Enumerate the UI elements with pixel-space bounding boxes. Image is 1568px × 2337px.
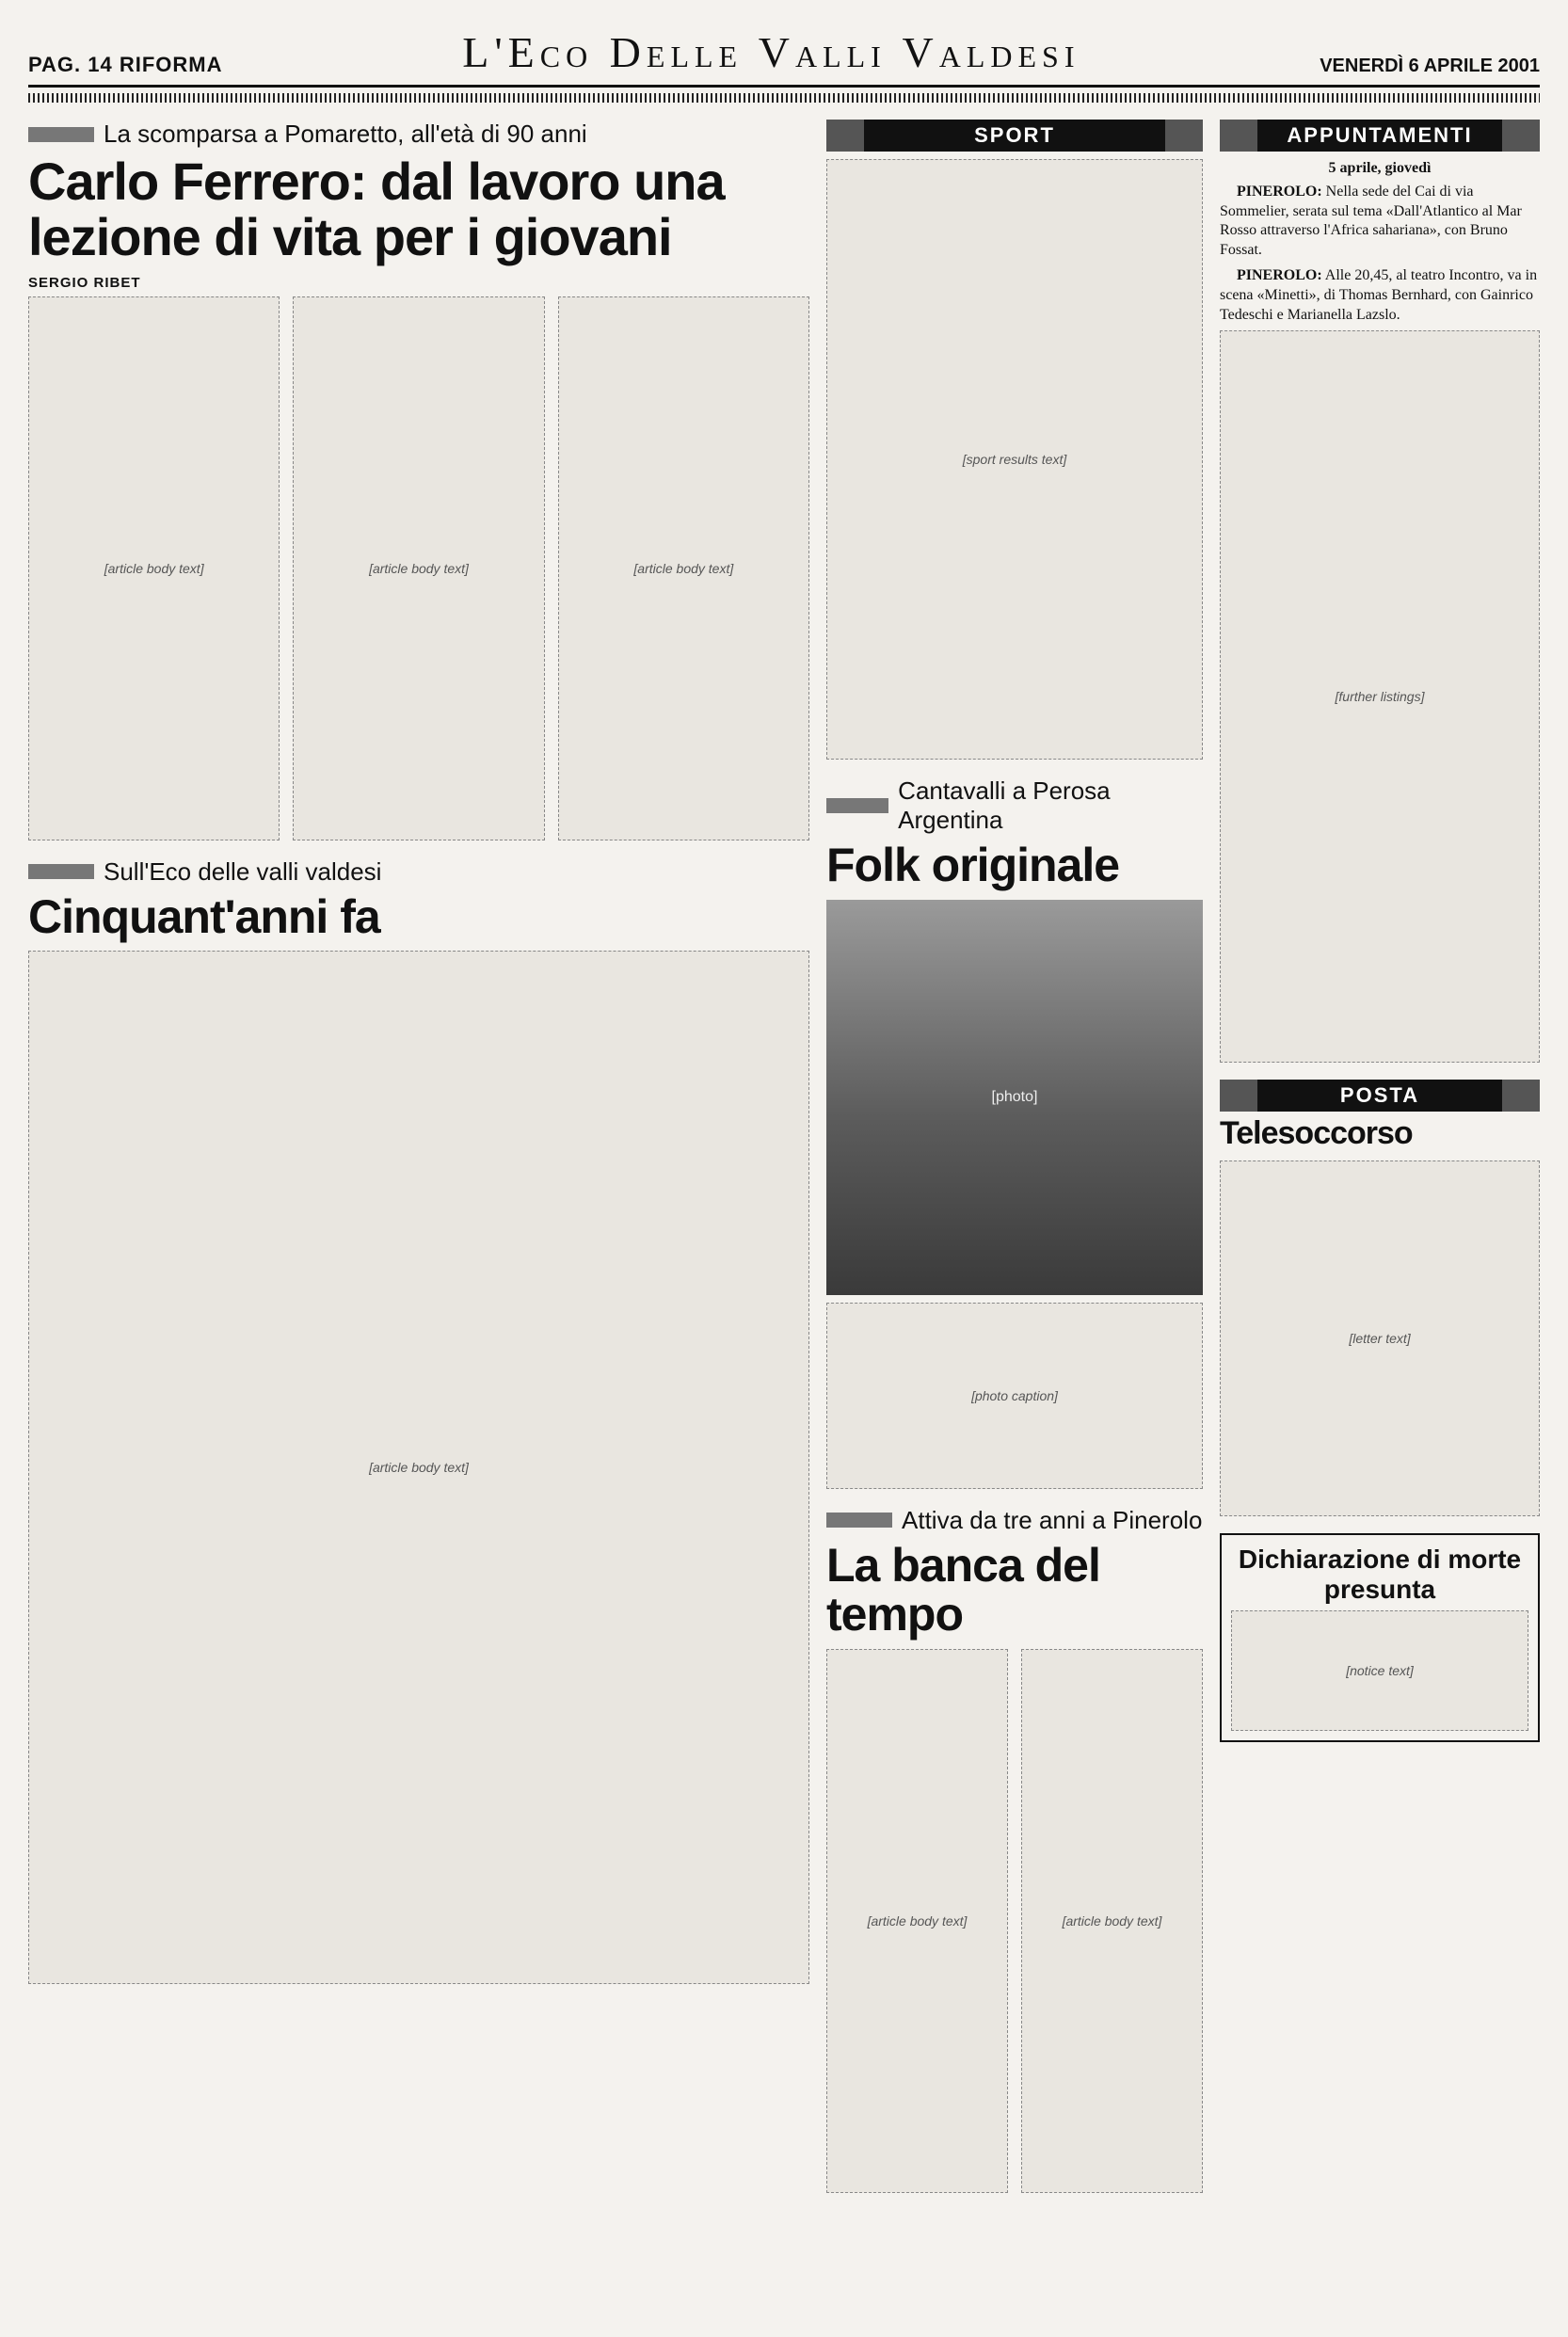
page-label: PAG. 14 RIFORMA bbox=[28, 53, 223, 76]
sport-section bbox=[826, 120, 1203, 760]
listing-date: 5 aprile, giovedì bbox=[1328, 160, 1432, 176]
article-history bbox=[28, 857, 809, 1985]
article-folk-kicker: Cantavalli a Perosa Argentina bbox=[898, 776, 1111, 834]
article-main-kicker: La scomparsa a Pomaretto, all'età di 90 anni bbox=[104, 120, 587, 148]
body-text-placeholder: [letter text] bbox=[1220, 1160, 1540, 1516]
listing-item: PINEROLO: Nella sede del Cai di via Sommelier, serata sul tema «Dall'Atlantico al Mar Rosso attraverso l'Africa sahariana», con Bruno Fossat. bbox=[1220, 183, 1522, 259]
paper-title: L'Eco Delle Valli Valdesi bbox=[462, 28, 1080, 76]
kicker-bar-icon bbox=[826, 798, 888, 813]
body-text-placeholder: [article body text] bbox=[293, 296, 544, 840]
body-text-placeholder: [article body text] bbox=[1021, 1649, 1203, 2193]
posta-headline: Telesoccorso bbox=[1220, 1115, 1413, 1152]
article-bank bbox=[826, 1506, 1203, 2193]
article-bank-kicker: Attiva da tre anni a Pinerolo bbox=[902, 1505, 1203, 1534]
kicker-bar-icon bbox=[28, 127, 94, 142]
masthead-rule bbox=[28, 93, 1540, 103]
body-text-placeholder: [article body text] bbox=[28, 296, 280, 840]
article-history-headline: Cinquant'anni fa bbox=[28, 889, 380, 943]
notice-title: Dichiarazione di morte presunta bbox=[1238, 1545, 1522, 1605]
body-text-placeholder: [article body text] bbox=[558, 296, 809, 840]
sport-header: SPORT bbox=[826, 120, 1203, 152]
issue-date: VENERDÌ 6 APRILE 2001 bbox=[1320, 56, 1540, 76]
body-text-placeholder: [further listings] bbox=[1220, 330, 1540, 1063]
article-main bbox=[28, 120, 809, 840]
left-column bbox=[28, 120, 809, 2193]
kicker-bar-icon bbox=[28, 864, 94, 879]
article-folk-headline: Folk originale bbox=[826, 839, 1120, 891]
middle-column bbox=[826, 120, 1203, 2193]
appuntamenti-section bbox=[1220, 120, 1540, 1063]
newspaper-page bbox=[28, 28, 1540, 2281]
body-text-placeholder: [notice text] bbox=[1231, 1610, 1528, 1731]
notice-box bbox=[1220, 1533, 1540, 1742]
listing-item: PINEROLO: Alle 20,45, al teatro Incontro, va in scena «Minetti», di Thomas Bernhard, con Gainrico Tedeschi e Marianella Lazslo. bbox=[1220, 266, 1538, 323]
posta-section bbox=[1220, 1080, 1540, 1516]
masthead bbox=[28, 28, 1540, 88]
article-main-headline: Carlo Ferrero: dal lavoro una lezione di vita per i giovani bbox=[28, 152, 725, 266]
listing-excerpt bbox=[1220, 159, 1540, 325]
article-bank-headline: La banca del tempo bbox=[826, 1538, 1100, 1641]
body-text-placeholder: [article body text] bbox=[826, 1649, 1008, 2193]
body-text-placeholder: [sport results text] bbox=[826, 159, 1203, 760]
caption-placeholder: [photo caption] bbox=[826, 1303, 1203, 1489]
body-text-placeholder: [article body text] bbox=[28, 951, 809, 1984]
posta-header: POSTA bbox=[1220, 1080, 1540, 1112]
article-main-byline: SERGIO RIBET bbox=[28, 274, 141, 291]
article-folk bbox=[826, 776, 1203, 1489]
right-column bbox=[1220, 120, 1540, 2193]
appuntamenti-header: APPUNTAMENTI bbox=[1220, 120, 1540, 152]
article-history-kicker: Sull'Eco delle valli valdesi bbox=[104, 856, 382, 886]
kicker-bar-icon bbox=[826, 1513, 892, 1528]
band-photo: [photo] bbox=[826, 900, 1203, 1295]
